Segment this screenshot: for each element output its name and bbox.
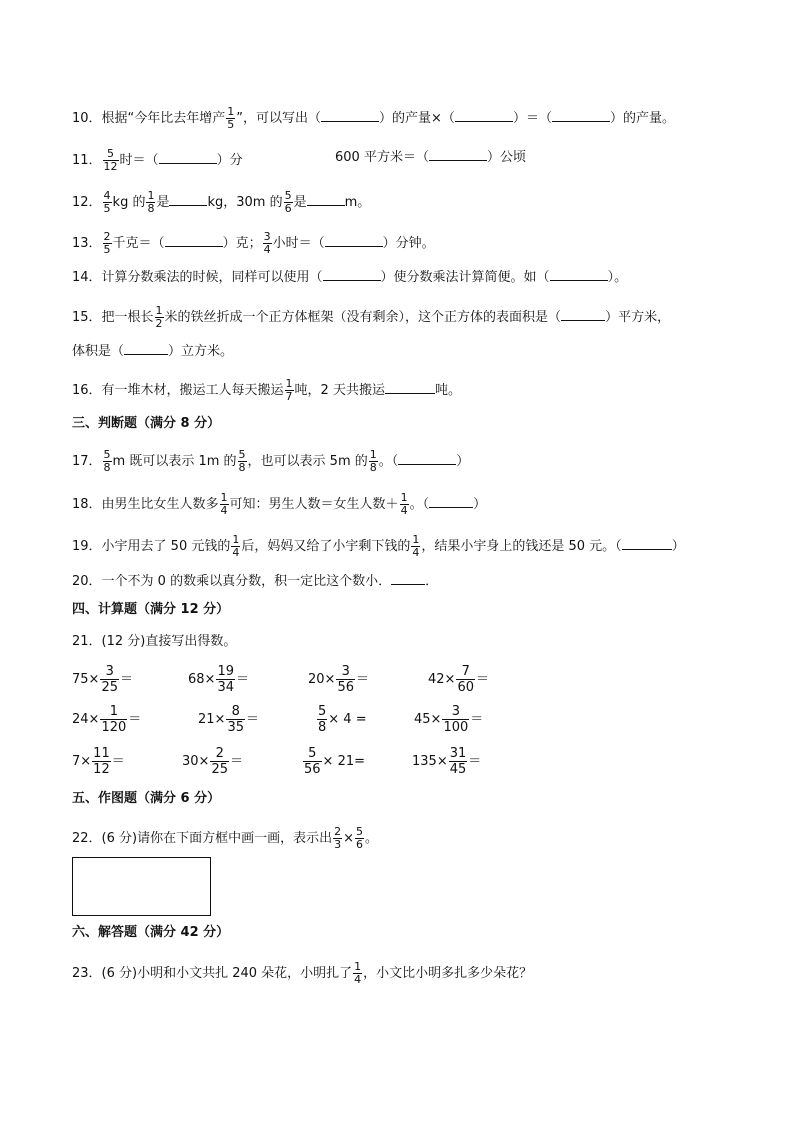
drawing-box[interactable] <box>72 857 211 916</box>
answer-blank[interactable] <box>169 193 207 206</box>
calc-equals: ＝ <box>111 754 125 769</box>
fraction-numerator: 11 <box>93 746 110 761</box>
q12-text: 是 <box>156 195 170 210</box>
answer-blank[interactable] <box>552 109 610 122</box>
calc-item <box>428 664 489 695</box>
question-16 <box>72 378 461 403</box>
fraction <box>285 378 294 403</box>
fraction-numerator: 5 <box>238 448 246 461</box>
calc-equals: × 4 = <box>328 712 367 727</box>
fraction-denominator: 7 <box>285 390 293 403</box>
q12-text: kg 的 <box>112 195 146 210</box>
question-21: 21．(12 分)直接写出得数。 <box>72 634 237 649</box>
question-10 <box>72 106 675 131</box>
fraction-denominator: 12 <box>93 762 110 777</box>
fraction-numerator: 5 <box>308 746 317 761</box>
question-15-line2 <box>72 342 233 362</box>
fraction <box>456 664 475 695</box>
fraction <box>353 961 362 986</box>
fraction <box>336 664 355 695</box>
q16-text: 16．有一堆木材，搬运工人每天搬运 <box>72 383 284 398</box>
fraction-denominator: 5 <box>227 118 235 131</box>
calc-lhs: 20× <box>308 672 336 687</box>
fraction <box>231 534 240 559</box>
q12-text: 是 <box>293 195 307 210</box>
q15-text: ）平方米， <box>605 310 671 325</box>
fraction-denominator: 8 <box>238 461 246 474</box>
fraction-denominator: 8 <box>369 461 377 474</box>
q19-text: ，结果小宇身上的钱还是 50 元。（ <box>421 539 622 554</box>
fraction-numerator: 5 <box>356 825 363 838</box>
q10-text: 10．根据“今年比去年增产 <box>72 111 226 126</box>
fraction <box>103 190 112 215</box>
calc-lhs: 24× <box>72 712 100 727</box>
q22-text: × <box>343 831 354 846</box>
calc-lhs: 135× <box>412 754 448 769</box>
calc-equals: ＝ <box>119 672 133 687</box>
fraction-denominator: 8 <box>147 202 155 215</box>
fraction-numerator: 7 <box>461 664 470 679</box>
fraction-numerator: 1 <box>147 189 155 202</box>
question-20 <box>72 572 438 592</box>
calc-equals: ＝ <box>128 712 142 727</box>
answer-blank[interactable] <box>321 109 379 122</box>
fraction <box>100 664 119 695</box>
question-15 <box>72 305 670 330</box>
q10-text: ）＝（ <box>512 111 552 126</box>
fraction-denominator: 4 <box>412 546 420 559</box>
calc-lhs: 30× <box>182 754 210 769</box>
q22-text: 。 <box>365 831 379 846</box>
fraction-denominator: 120 <box>101 720 127 735</box>
calc-lhs: 42× <box>428 672 456 687</box>
question-12 <box>72 190 370 215</box>
calc-equals: ＝ <box>229 754 243 769</box>
q18-text: 可知：男生人数＝女生人数＋ <box>229 497 399 512</box>
q20-text: 20．一个不为 0 的数乘以真分数，积一定比这个数小． <box>72 574 392 589</box>
fraction <box>303 746 322 777</box>
answer-blank[interactable] <box>124 342 168 355</box>
fraction-numerator: 2 <box>215 746 224 761</box>
question-11-part2 <box>335 148 526 168</box>
q18-text: 。（ <box>409 497 430 512</box>
q11-text: ）公顷 <box>486 150 526 165</box>
fraction <box>369 449 378 474</box>
q14-text: 14．计算分数乘法的时候，同样可以使用（ <box>72 270 323 285</box>
q11-text: 600 平方米＝（ <box>335 150 429 165</box>
question-22 <box>72 826 378 851</box>
fraction-denominator: 5 <box>103 243 111 256</box>
q13-text: ）分钟。 <box>382 236 435 251</box>
fraction-numerator: 1 <box>109 704 118 719</box>
fraction <box>155 305 164 330</box>
calc-equals: ＝ <box>470 712 484 727</box>
q15-text: 15．把一根长 <box>72 310 154 325</box>
fraction-denominator: 12 <box>103 160 118 173</box>
q13-number: 13． <box>72 236 102 251</box>
answer-blank[interactable] <box>561 308 605 321</box>
fraction-numerator: 3 <box>263 230 271 243</box>
q13-text: ）克； <box>222 236 262 251</box>
answer-blank[interactable] <box>307 193 345 206</box>
fraction-denominator: 3 <box>334 838 342 851</box>
fraction <box>238 449 247 474</box>
answer-blank[interactable] <box>325 234 383 247</box>
fraction-numerator: 19 <box>217 664 234 679</box>
fraction-numerator: 3 <box>451 704 460 719</box>
q23-text: 23．(6 分)小明和小文共扎 240 朵花，小明扎了 <box>72 966 353 981</box>
fraction-denominator: 25 <box>101 680 118 695</box>
question-23 <box>72 961 532 986</box>
calc-item <box>198 704 259 735</box>
fraction-denominator: 4 <box>400 504 408 517</box>
question-11 <box>72 148 243 173</box>
fraction-numerator: 1 <box>285 377 293 390</box>
q12-number: 12． <box>72 195 102 210</box>
q16-text: 吨，2 天共搬运 <box>294 383 385 398</box>
fraction <box>92 746 111 777</box>
fraction-denominator: 56 <box>304 762 321 777</box>
fraction-numerator: 2 <box>103 230 111 243</box>
section-4-heading: 四、计算题（满分 12 分） <box>72 602 230 617</box>
q22-text: 22．(6 分)请你在下面方框中画一画，表示出 <box>72 831 333 846</box>
question-17 <box>72 449 469 474</box>
q20-text: ． <box>425 574 439 589</box>
fraction <box>400 492 409 517</box>
calc-equals: ＝ <box>235 672 249 687</box>
q19-text: ） <box>671 539 685 554</box>
fraction-denominator: 8 <box>318 720 327 735</box>
calc-item <box>302 746 365 777</box>
fraction-numerator: 1 <box>232 533 240 546</box>
calc-item <box>182 746 243 777</box>
q15-text: 体积是（ <box>72 344 125 359</box>
fraction <box>333 826 342 851</box>
fraction-numerator: 1 <box>412 533 420 546</box>
fraction <box>317 704 327 735</box>
fraction-numerator: 1 <box>369 448 377 461</box>
fraction-denominator: 6 <box>284 202 292 215</box>
question-13 <box>72 231 435 256</box>
fraction <box>103 231 112 256</box>
fraction-numerator: 5 <box>318 704 327 719</box>
calc-lhs: 75× <box>72 672 100 687</box>
fraction-denominator: 34 <box>217 680 234 695</box>
answer-blank[interactable] <box>429 495 473 508</box>
q11-text: 时＝（ <box>119 153 159 168</box>
fraction <box>226 704 245 735</box>
fraction <box>103 148 119 173</box>
fraction-numerator: 2 <box>334 825 342 838</box>
fraction-denominator: 6 <box>356 838 363 851</box>
answer-blank[interactable] <box>165 234 223 247</box>
fraction-denominator: 45 <box>449 762 467 777</box>
q12-text: kg，30m 的 <box>207 195 283 210</box>
q19-text: 后，妈妈又给了小宇剩下钱的 <box>241 539 411 554</box>
calc-item <box>412 746 481 777</box>
q17-text: ） <box>456 454 470 469</box>
fraction <box>226 106 235 131</box>
q10-text: ）的产量。 <box>609 111 675 126</box>
answer-blank[interactable] <box>622 537 672 550</box>
fraction-denominator: 56 <box>337 680 354 695</box>
fraction-denominator: 4 <box>232 546 240 559</box>
calc-lhs: 21× <box>198 712 226 727</box>
q17-text: m 既可以表示 1m 的 <box>112 454 237 469</box>
q11-number: 11． <box>72 153 102 168</box>
fraction-numerator: 1 <box>227 105 235 118</box>
calc-item <box>72 664 133 695</box>
calc-equals: ＝ <box>475 672 489 687</box>
fraction <box>449 746 468 777</box>
fraction-numerator: 1 <box>155 304 163 317</box>
calc-item <box>308 664 369 695</box>
fraction-denominator: 4 <box>354 973 362 986</box>
fraction-denominator: 100 <box>443 720 469 735</box>
q16-text: 吨。 <box>434 383 461 398</box>
fraction-numerator: 8 <box>231 704 240 719</box>
fraction-denominator: 35 <box>227 720 244 735</box>
fraction-denominator: 4 <box>220 504 228 517</box>
fraction-numerator: 1 <box>400 491 408 504</box>
calc-lhs: 7× <box>72 754 92 769</box>
fraction <box>411 534 420 559</box>
fraction-numerator: 3 <box>105 664 114 679</box>
fraction-numerator: 3 <box>341 664 350 679</box>
fraction <box>263 231 272 256</box>
fraction <box>284 190 293 215</box>
calc-equals: ＝ <box>245 712 259 727</box>
calc-equals: × 21= <box>322 754 366 769</box>
fraction <box>103 449 112 474</box>
question-18 <box>72 492 486 517</box>
fraction-numerator: 4 <box>103 189 111 202</box>
q23-text: ，小文比小明多扎多少朵花？ <box>363 966 533 981</box>
fraction-denominator: 25 <box>211 762 228 777</box>
fraction-numerator: 5 <box>284 189 292 202</box>
q17-number: 17． <box>72 454 102 469</box>
section-6-heading: 六、解答题（满分 42 分） <box>72 925 230 940</box>
section-3-heading: 三、判断题（满分 8 分） <box>72 416 221 431</box>
q13-text: 千克＝（ <box>112 236 165 251</box>
fraction-denominator: 2 <box>155 317 163 330</box>
calc-lhs: 68× <box>188 672 216 687</box>
question-14 <box>72 268 627 288</box>
calc-item <box>316 704 367 735</box>
answer-blank[interactable] <box>550 268 608 281</box>
fraction <box>210 746 229 777</box>
q10-text: ）的产量×（ <box>379 111 455 126</box>
fraction-denominator: 5 <box>103 202 111 215</box>
fraction-denominator: 8 <box>103 461 111 474</box>
q15-text: 米的铁丝折成一个正方体框架（没有剩余），这个正方体的表面积是（ <box>164 310 562 325</box>
answer-blank[interactable] <box>385 381 435 394</box>
fraction <box>146 190 155 215</box>
q12-text: m。 <box>344 195 371 210</box>
fraction-numerator: 1 <box>354 960 362 973</box>
calc-lhs: 45× <box>414 712 442 727</box>
q15-text: ）立方米。 <box>168 344 234 359</box>
q18-text: ） <box>473 497 487 512</box>
q14-text: ）使分数乘法计算简便。如（ <box>380 270 550 285</box>
section-5-heading: 五、作图题（满分 6 分） <box>72 791 221 806</box>
q19-text: 19．小宇用去了 50 元钱的 <box>72 539 231 554</box>
question-19 <box>72 534 685 559</box>
q11-text: ）分 <box>216 153 243 168</box>
answer-blank[interactable] <box>429 148 487 161</box>
fraction <box>355 826 364 851</box>
fraction <box>442 704 469 735</box>
calc-item <box>414 704 483 735</box>
fraction-denominator: 4 <box>263 243 271 256</box>
calc-item <box>72 704 141 735</box>
fraction-numerator: 5 <box>103 448 111 461</box>
q14-text: ）。 <box>607 270 628 285</box>
answer-blank[interactable] <box>455 109 513 122</box>
fraction-numerator: 31 <box>449 746 467 761</box>
calc-equals: ＝ <box>468 754 482 769</box>
answer-blank[interactable] <box>323 268 381 281</box>
fraction <box>100 704 127 735</box>
fraction <box>216 664 235 695</box>
calc-equals: ＝ <box>355 672 369 687</box>
q18-text: 18．由男生比女生人数多 <box>72 497 219 512</box>
fraction <box>220 492 229 517</box>
fraction-numerator: 5 <box>107 147 115 160</box>
q17-text: ，也可以表示 5m 的 <box>247 454 368 469</box>
answer-blank[interactable] <box>398 452 456 465</box>
q17-text: 。（ <box>378 454 399 469</box>
q13-text: 小时＝（ <box>272 236 325 251</box>
calc-item <box>188 664 249 695</box>
fraction-numerator: 1 <box>220 491 228 504</box>
q10-text: ”，可以写出（ <box>236 111 322 126</box>
calc-item <box>72 746 125 777</box>
answer-blank[interactable] <box>391 572 425 585</box>
fraction-denominator: 60 <box>457 680 474 695</box>
answer-blank[interactable] <box>159 151 217 164</box>
